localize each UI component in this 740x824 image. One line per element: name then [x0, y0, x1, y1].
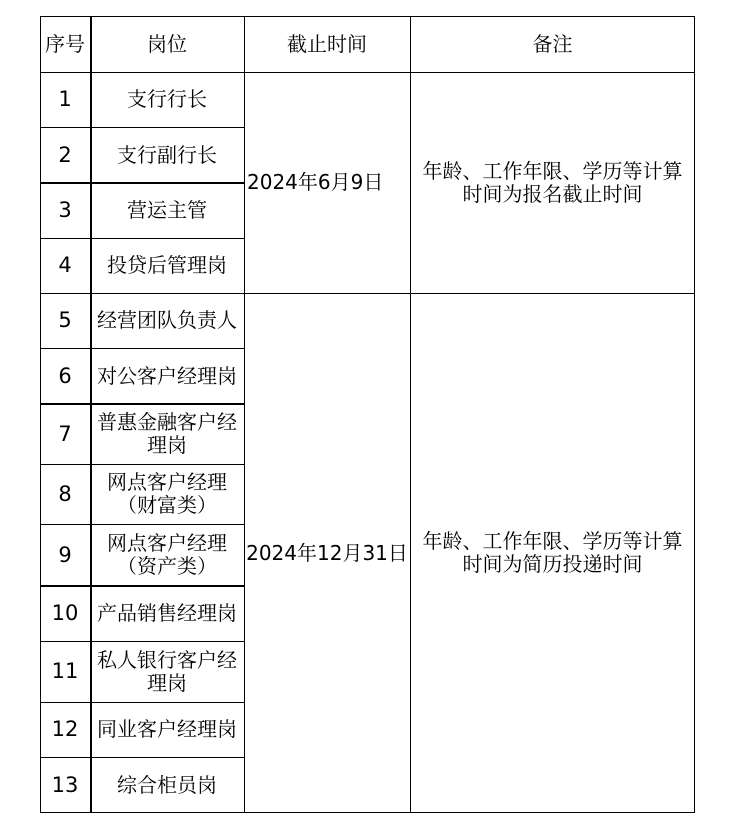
col-line: [410, 16, 411, 813]
border-right: [694, 16, 695, 813]
row-index: 7: [40, 404, 90, 464]
deadline-group-1: 2024年6月9日: [244, 72, 410, 293]
row-line: [40, 403, 245, 405]
row-position: 网点客户经理（资产类）: [90, 524, 244, 586]
row-index: 2: [40, 127, 90, 183]
row-position: 普惠金融客户经理岗: [90, 404, 244, 464]
row-index: 6: [40, 348, 90, 404]
note-group-1: 年龄、工作年限、学历等计算时间为报名截止时间: [410, 72, 695, 293]
row-line: [40, 182, 245, 184]
row-position: 网点客户经理（财富类）: [90, 464, 244, 524]
row-line: [40, 238, 245, 239]
row-position: 经营团队负责人: [90, 293, 244, 348]
row-line: [40, 127, 245, 128]
border-left: [40, 16, 41, 813]
row-index: 11: [40, 641, 90, 702]
recruitment-table: [40, 16, 695, 813]
row-position: 营运主管: [90, 183, 244, 238]
row-position: 私人银行客户经理岗: [90, 641, 244, 702]
border-top: [40, 16, 695, 17]
row-position: 支行副行长: [90, 127, 244, 183]
header-position: 岗位: [90, 16, 244, 72]
row-line: [40, 585, 245, 587]
header-index: 序号: [40, 16, 90, 72]
row-line: [40, 641, 245, 642]
row-line: [40, 464, 245, 465]
deadline-group-2: 2024年12月31日: [244, 293, 410, 813]
row-index: 13: [40, 757, 90, 813]
note-group-2: 年龄、工作年限、学历等计算时间为简历投递时间: [410, 293, 695, 813]
border-bottom: [40, 812, 695, 813]
row-index: 8: [40, 464, 90, 524]
header-deadline: 截止时间: [244, 16, 410, 72]
row-position: 综合柜员岗: [90, 757, 244, 813]
row-line: [40, 524, 245, 525]
row-index: 5: [40, 293, 90, 348]
header-note: 备注: [410, 16, 695, 72]
row-line: [40, 348, 245, 349]
row-line: [40, 702, 245, 703]
col-line: [90, 16, 92, 813]
row-position: 产品销售经理岗: [90, 586, 244, 641]
row-index: 12: [40, 702, 90, 757]
row-line: [40, 72, 695, 73]
row-index: 10: [40, 586, 90, 641]
row-position: 投贷后管理岗: [90, 238, 244, 293]
col-line: [244, 16, 245, 813]
row-index: 9: [40, 524, 90, 586]
row-position: 同业客户经理岗: [90, 702, 244, 757]
row-position: 对公客户经理岗: [90, 348, 244, 404]
row-index: 3: [40, 183, 90, 238]
row-position: 支行行长: [90, 72, 244, 127]
row-index: 4: [40, 238, 90, 293]
row-index: 1: [40, 72, 90, 127]
row-line: [40, 293, 695, 294]
row-line: [40, 757, 245, 758]
